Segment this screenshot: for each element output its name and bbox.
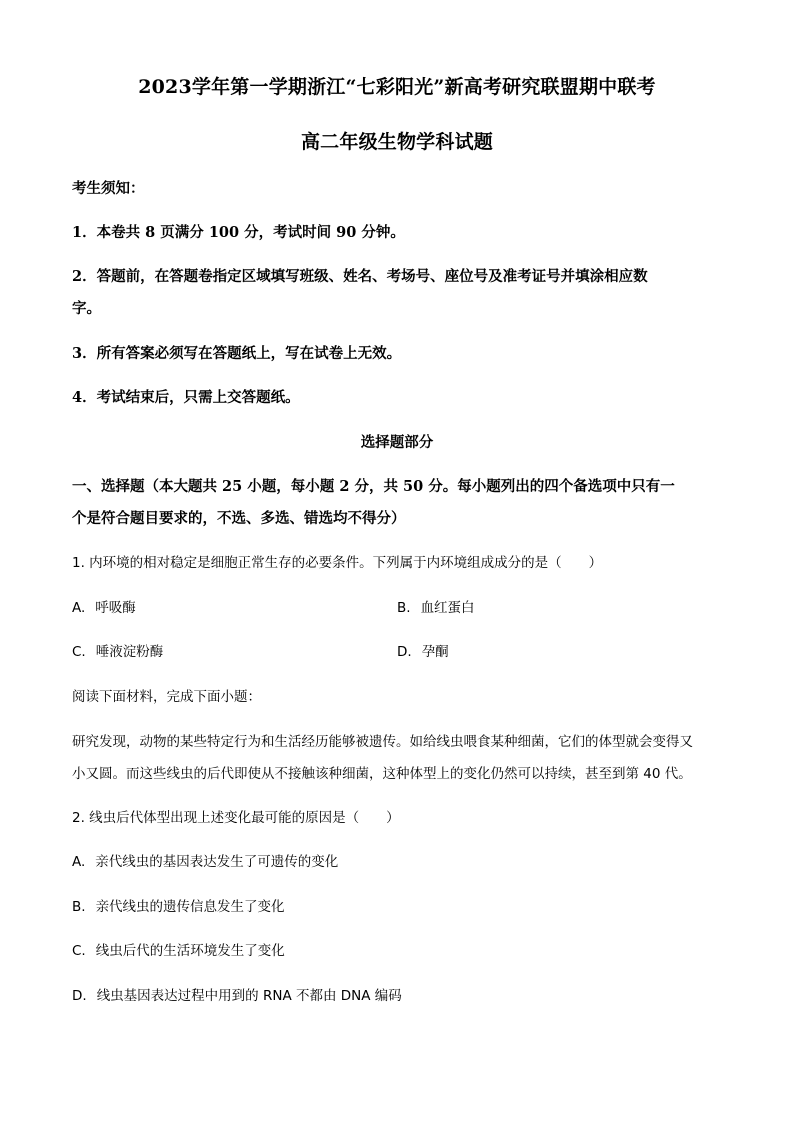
q1-option-c bbox=[72, 640, 163, 660]
notice-item-2: 2．答题前，在答题卷指定区域填写班级、姓名、考场号、座位号及准考证号并填涂相应数 bbox=[72, 268, 648, 285]
exam-title-line2: 高二年级生物学科试题 bbox=[300, 131, 493, 153]
notice-item-4: 4．考试结束后，只需上交答题纸。 bbox=[72, 389, 300, 406]
option-text: 线虫后代的生活环境发生了变化 bbox=[95, 943, 285, 959]
option-letter: C. bbox=[72, 644, 86, 660]
q2-option-a bbox=[72, 850, 338, 870]
option-text: 唾液淀粉酶 bbox=[95, 644, 164, 660]
notice-item-1: 1．本卷共 8 页满分 100 分，考试时间 90 分钟。 bbox=[72, 224, 405, 241]
material-intro: 阅读下面材料，完成下面小题： bbox=[72, 689, 261, 705]
option-text: 亲代线虫的遗传信息发生了变化 bbox=[95, 899, 285, 915]
option-letter: B. bbox=[72, 899, 86, 915]
option-letter: A. bbox=[72, 600, 86, 616]
q1-option-d bbox=[397, 640, 449, 660]
q2-option-c bbox=[72, 939, 285, 959]
option-letter: D. bbox=[397, 644, 412, 660]
question-1-stem: 1. 内环境的相对稳定是细胞正常生存的必要条件。下列属于内环境组成成分的是（ ） bbox=[72, 555, 603, 571]
option-letter: C. bbox=[72, 943, 86, 959]
part-instructions-line2: 个是符合题目要求的，不选、多选、错选均不得分） bbox=[72, 510, 406, 527]
option-letter: B. bbox=[397, 600, 411, 616]
option-text: 亲代线虫的基因表达发生了可遗传的变化 bbox=[95, 854, 339, 870]
option-text: 孕酮 bbox=[421, 644, 449, 660]
part-instructions-line1: 一、选择题（本大题共 25 小题，每小题 2 分，共 50 分。每小题列出的四个备选项中只有一 bbox=[72, 478, 675, 495]
option-letter: A. bbox=[72, 854, 86, 870]
notice-heading: 考生须知： bbox=[72, 180, 145, 197]
notice-item-2-cont: 字。 bbox=[72, 300, 101, 317]
material-line2: 小又圆。而这些线虫的后代即使从不接触该种细菌，这种体型上的变化仍然可以持续，甚至到第 40 代。 bbox=[72, 766, 692, 782]
section-title: 选择题部分 bbox=[360, 434, 434, 451]
material-line1: 研究发现，动物的某些特定行为和生活经历能够被遗传。如给线虫喂食某种细菌，它们的体型就会变得又 bbox=[72, 734, 693, 750]
q1-option-b bbox=[397, 596, 475, 616]
option-text: 血红蛋白 bbox=[420, 600, 475, 616]
exam-title-line1: 2023学年第一学期浙江“七彩阳光”新高考研究联盟期中联考 bbox=[138, 76, 656, 98]
q1-option-a bbox=[72, 596, 136, 616]
option-letter: D. bbox=[72, 988, 87, 1004]
q2-option-d bbox=[72, 984, 402, 1004]
option-text: 线虫基因表达过程中用到的 RNA 不都由 DNA 编码 bbox=[96, 988, 402, 1004]
q2-option-b bbox=[72, 895, 285, 915]
question-2-stem: 2. 线虫后代体型出现上述变化最可能的原因是（ ） bbox=[72, 810, 400, 826]
notice-item-3: 3．所有答案必须写在答题纸上，写在试卷上无效。 bbox=[72, 345, 402, 362]
option-text: 呼吸酶 bbox=[95, 600, 136, 616]
